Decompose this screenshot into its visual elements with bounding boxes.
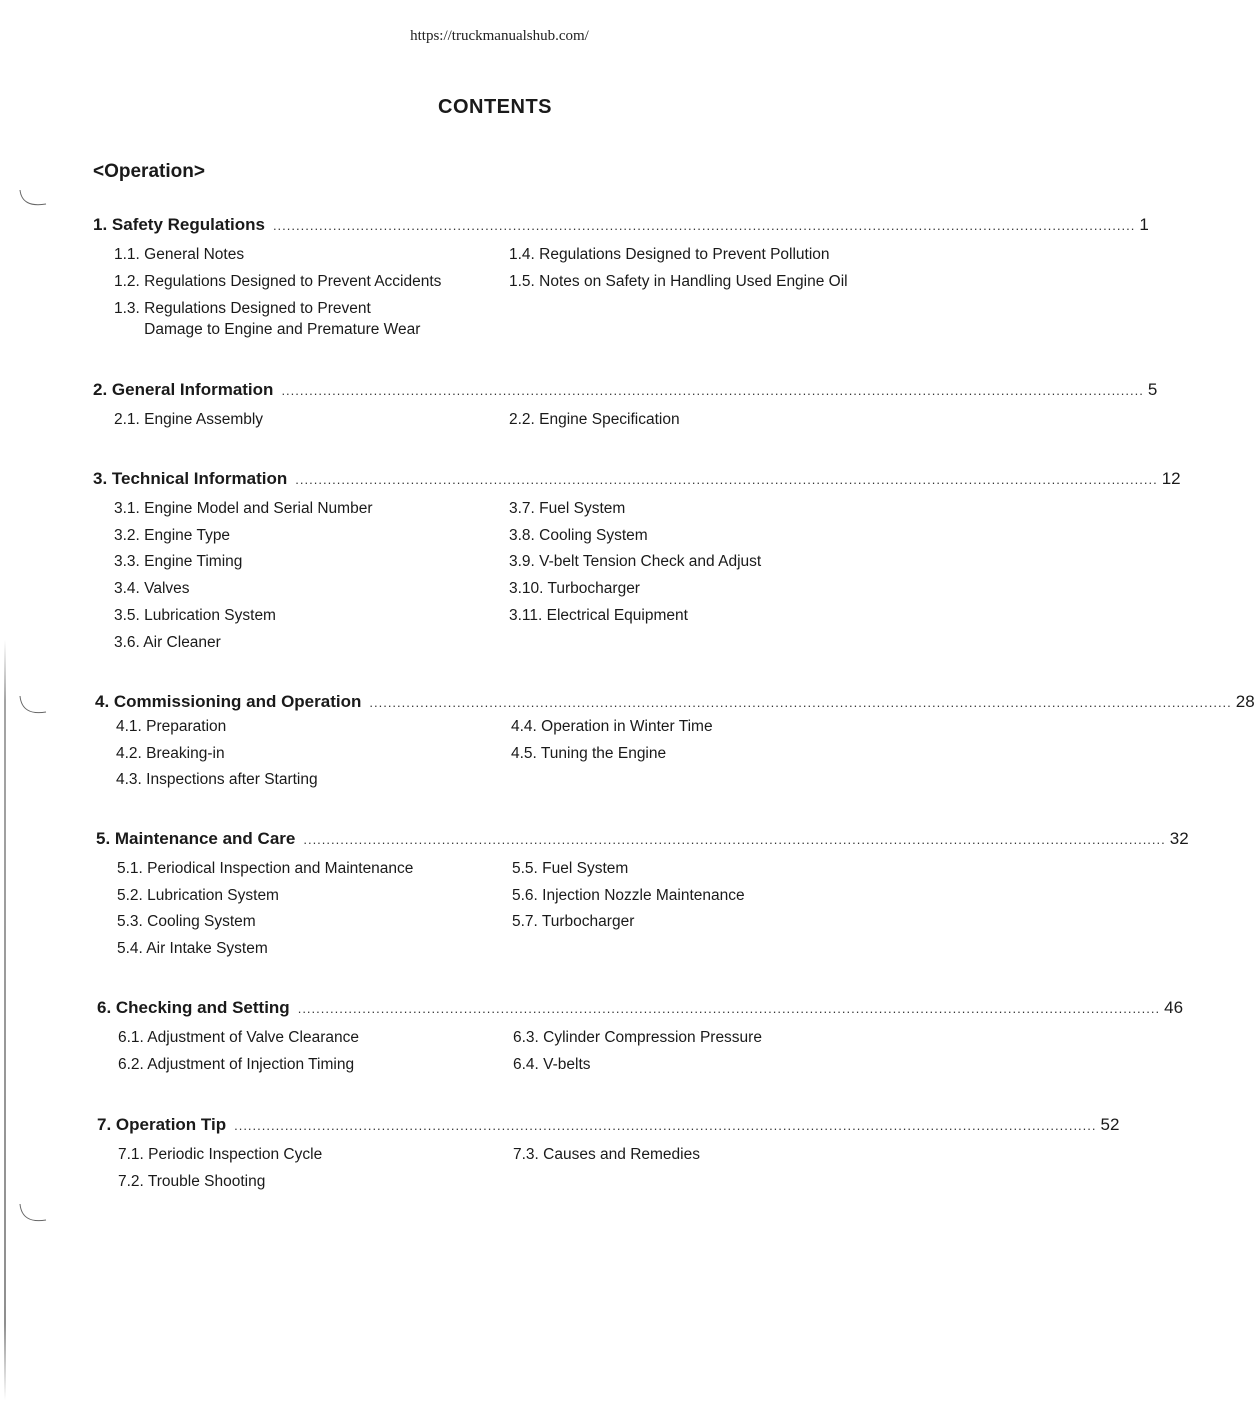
toc-section [97, 1115, 1120, 1195]
subsection-list [117, 856, 896, 963]
toc-entry[interactable]: 7.3. Causes and Remedies [513, 1146, 700, 1163]
toc-entry[interactable]: 3.10. Turbocharger [509, 580, 640, 598]
toc-entry[interactable]: 5.6. Injection Nozzle Maintenance [512, 886, 745, 904]
subsection-list [118, 1025, 896, 1078]
scan-margin-marks [0, 0, 30, 1404]
dot-leader: ........................................................................................................................................................................................... [272, 218, 1136, 233]
toc-section-heading[interactable] [93, 215, 1149, 237]
toc-entry[interactable]: 1.5. Notes on Safety in Handling Used Engine Oil [509, 272, 848, 290]
toc-entry[interactable]: 3.9. V-belt Tension Check and Adjust [509, 553, 762, 571]
dot-leader: ........................................................................................................................................................................................... [297, 1001, 1161, 1016]
dot-leader: ........................................................................................................................................................................................... [281, 383, 1144, 398]
toc-entry[interactable]: 2.1. Engine Assembly [114, 411, 264, 428]
punch-hole-icon [16, 694, 50, 718]
toc-entry-empty [511, 767, 911, 794]
toc-entry[interactable]: 3.7. Fuel System [509, 500, 626, 517]
page-number: 1 [1139, 215, 1149, 234]
toc-entry[interactable]: 5.5. Fuel System [512, 860, 629, 877]
dot-leader: ........................................................................................................................................................................................... [369, 695, 1232, 710]
toc-entry[interactable]: 5.7. Turbocharger [512, 913, 635, 931]
section-title: 2. General Information [93, 380, 274, 399]
subsection-list [116, 714, 896, 794]
page-number: 5 [1147, 380, 1158, 399]
toc-entry[interactable]: 7.2. Trouble Shooting [118, 1172, 266, 1190]
section-title: 6. Checking and Setting [97, 998, 290, 1017]
toc-entry[interactable]: 5.2. Lubrication System [117, 886, 279, 904]
part-heading: <Operation> [93, 161, 205, 182]
toc-section [93, 215, 1149, 340]
source-url: https://truckmanualshub.com/ [410, 28, 589, 44]
toc-entry[interactable]: 5.3. Cooling System [117, 913, 256, 931]
toc-section [95, 692, 1255, 794]
toc-entry[interactable]: 3.8. Cooling System [509, 526, 648, 544]
toc-section-heading[interactable] [93, 469, 1181, 491]
toc-entry[interactable]: 4.4. Operation in Winter Time [511, 718, 713, 735]
toc-section-heading[interactable] [96, 829, 1189, 851]
toc-entry-empty [509, 295, 909, 340]
toc-section [96, 829, 1189, 963]
toc-entry[interactable]: 7.1. Periodic Inspection Cycle [118, 1146, 323, 1163]
toc-entry[interactable]: 3.2. Engine Type [114, 526, 231, 544]
toc-entry[interactable]: 1.1. General Notes [114, 246, 245, 263]
dot-leader: ........................................................................................................................................................................................... [295, 472, 1158, 487]
toc-entry[interactable]: 3.6. Air Cleaner [114, 633, 221, 651]
page-number: 32 [1169, 829, 1189, 848]
toc-section-heading[interactable] [97, 1115, 1120, 1137]
toc-entry-empty [509, 630, 909, 657]
toc-entry[interactable]: 1.2. Regulations Designed to Prevent Accidents [114, 272, 442, 290]
toc-entry[interactable]: 5.1. Periodical Inspection and Maintenance [117, 860, 414, 877]
section-title: 7. Operation Tip [97, 1115, 227, 1134]
toc-entry[interactable]: 1.4. Regulations Designed to Prevent Pollution [509, 246, 830, 263]
toc-section-heading[interactable] [93, 380, 1158, 402]
binding-edge-line [4, 640, 6, 1400]
punch-hole-icon [16, 1202, 50, 1226]
toc-section [93, 380, 1158, 434]
toc-entry[interactable]: 2.2. Engine Specification [509, 411, 680, 428]
toc-section [97, 998, 1184, 1078]
toc-section-heading[interactable] [97, 998, 1184, 1020]
toc-entry[interactable]: 3.3. Engine Timing [114, 553, 243, 571]
subsection-list [114, 407, 896, 434]
toc-entry-empty [513, 1169, 913, 1196]
toc-entry[interactable]: 3.5. Lubrication System [114, 606, 276, 624]
section-title: 5. Maintenance and Care [96, 829, 296, 848]
dot-leader: ........................................................................................................................................................................................... [303, 832, 1166, 847]
subsection-list [114, 242, 896, 340]
section-title: 3. Technical Information [93, 469, 288, 488]
toc-entry[interactable]: 3.4. Valves [114, 580, 190, 598]
page-number: 52 [1100, 1115, 1120, 1134]
toc-entry[interactable]: 4.3. Inspections after Starting [116, 771, 318, 789]
toc-entry[interactable]: 1.3. Regulations Designed to Prevent Damage to Engine and Premature Wear [114, 300, 421, 339]
subsection-list [114, 496, 896, 656]
subsection-list [118, 1142, 896, 1195]
toc-entry[interactable]: 4.1. Preparation [116, 718, 227, 735]
toc-section-heading[interactable] [95, 692, 1255, 714]
dot-leader: ........................................................................................................................................................................................... [234, 1118, 1097, 1133]
toc-entry[interactable]: 5.4. Air Intake System [117, 940, 268, 958]
section-title: 1. Safety Regulations [93, 215, 265, 234]
toc-entry[interactable]: 3.11. Electrical Equipment [509, 606, 688, 624]
section-title: 4. Commissioning and Operation [95, 692, 362, 711]
page-number: 12 [1161, 469, 1181, 488]
toc-entry-empty [512, 936, 912, 963]
toc-section [93, 469, 1181, 656]
toc-entry[interactable]: 3.1. Engine Model and Serial Number [114, 500, 373, 517]
page-title: CONTENTS [438, 96, 552, 118]
toc-entry[interactable]: 6.1. Adjustment of Valve Clearance [118, 1029, 359, 1046]
page-number: 28 [1235, 692, 1255, 711]
toc-entry[interactable]: 4.5. Tuning the Engine [511, 744, 667, 762]
punch-hole-icon [16, 188, 50, 212]
toc-entry[interactable]: 6.3. Cylinder Compression Pressure [513, 1029, 762, 1046]
toc-entry[interactable]: 6.4. V-belts [513, 1055, 591, 1073]
toc-entry[interactable]: 6.2. Adjustment of Injection Timing [118, 1055, 355, 1073]
toc-entry[interactable]: 4.2. Breaking-in [116, 744, 225, 762]
page-number: 46 [1164, 998, 1184, 1017]
